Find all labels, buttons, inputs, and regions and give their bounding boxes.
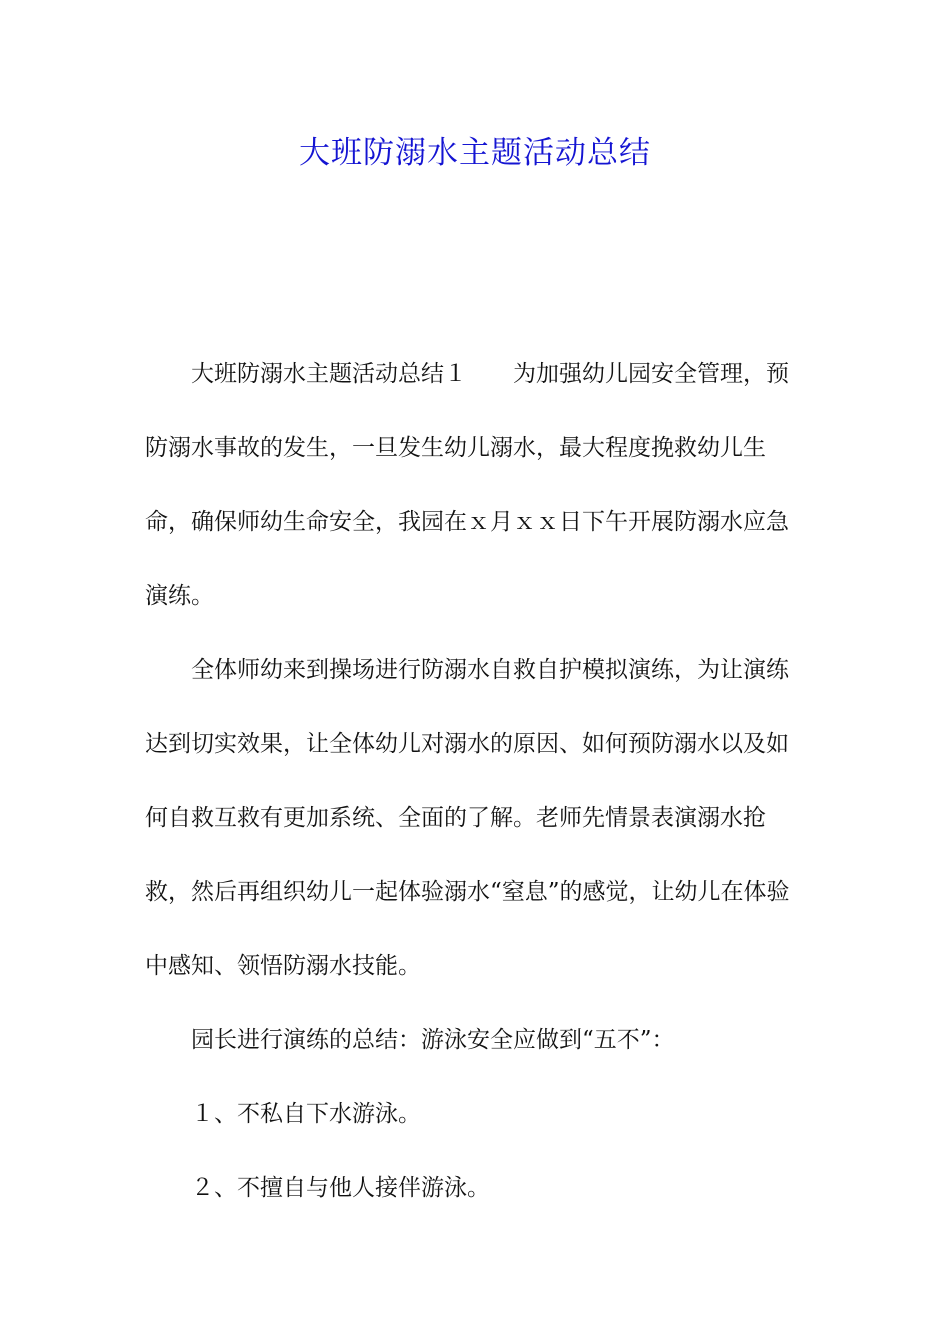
paragraph-summary: 园长进行演练的总结：游泳安全应做到“五不”： [191, 1027, 675, 1053]
section-heading: 大班防溺水主题活动总结１ [191, 361, 467, 387]
document-body [145, 337, 810, 1225]
paragraph-intro [145, 337, 810, 633]
paragraph-text: 为加强幼儿园安全管理，预防溺水事故的发生，一旦发生幼儿溺水，最大程度挽救幼儿生命，确保师幼生命安全，我园在ｘ月ｘｘ日下午开展防溺水应急演练。 [145, 361, 789, 609]
document-title: 大班防溺水主题活动总结 [299, 135, 651, 171]
paragraph-drill: 全体师幼来到操场进行防溺水自救自护模拟演练，为让演练达到切实效果，让全体幼儿对溺水的原因、如何预防溺水以及如何自救互救有更加系统、全面的了解。老师先情景表演溺水抢救，然后再组织幼儿一起体验溺水“窒息”的感觉，让幼儿在体验中感知、领悟防溺水技能。 [145, 657, 790, 979]
list-item: ２、不擅自与他人接伴游泳。 [191, 1175, 490, 1201]
list-item: １、不私自下水游泳。 [191, 1101, 421, 1127]
